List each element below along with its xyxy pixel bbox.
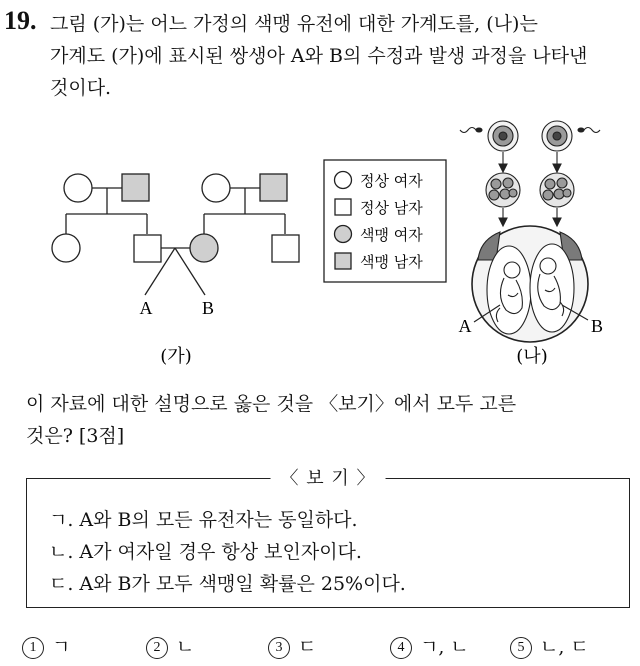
pedigree-grandfather-right	[260, 174, 287, 201]
pedigree-caption: (가)	[160, 346, 192, 367]
choice-3[interactable]	[268, 632, 316, 659]
pedigree-chart	[52, 174, 299, 295]
choice-2-number: 2	[146, 637, 168, 659]
pedigree-son-right	[272, 235, 299, 262]
choice-1-text: ㄱ	[52, 636, 71, 658]
bogi-item-2: ㄴ. A가 여자일 경우 항상 보인자이다.	[49, 541, 362, 563]
figure	[0, 110, 640, 372]
fertilization-right	[542, 121, 600, 151]
legend-colorblind-female-icon	[335, 226, 352, 243]
pedigree-grandfather-left	[122, 174, 149, 201]
question-line-2: 가계도 (가)에 표시된 쌍생아 A와 B의 수정과 발생 과정을 나타낸	[50, 45, 588, 67]
morula-right	[540, 173, 574, 207]
legend-label-2: 정상 남자	[360, 199, 423, 217]
legend	[324, 160, 446, 282]
legend-normal-male-icon	[335, 199, 351, 215]
legend-label-1: 정상 여자	[360, 172, 423, 190]
amnion-b	[530, 244, 574, 332]
choice-4[interactable]	[390, 632, 469, 659]
legend-label-4: 색맹 남자	[360, 253, 423, 271]
choice-3-text: ㄷ	[298, 636, 317, 658]
development-label-b: B	[590, 316, 604, 336]
uterus-twins	[472, 226, 588, 342]
question-number: 19.	[4, 6, 37, 35]
fertilization-left	[460, 121, 518, 151]
legend-colorblind-male-icon	[335, 253, 351, 269]
pedigree-label-a: A	[139, 298, 153, 318]
pedigree-mother	[190, 234, 218, 262]
bogi-item-3: ㄷ. A와 B가 모두 색맹일 확률은 25%이다.	[49, 573, 406, 595]
bogi-box	[26, 468, 630, 608]
development-diagram	[460, 121, 600, 342]
morula-left	[486, 173, 520, 207]
question-text	[50, 8, 632, 104]
bogi-title: 〈 보 기 〉	[271, 464, 386, 490]
amnion-a	[487, 246, 531, 334]
choice-1[interactable]	[22, 632, 70, 659]
bogi-item-1: ㄱ. A와 B의 모든 유전자는 동일하다.	[49, 509, 358, 531]
choice-2-text: ㄴ	[176, 636, 195, 658]
choice-5[interactable]	[510, 632, 589, 659]
prompt-line-2: 것은? [3점]	[26, 425, 125, 447]
question-line-1: 그림 (가)는 어느 가정의 색맹 유전에 대한 가계도를, (나)는	[50, 13, 538, 35]
development-label-a: A	[458, 316, 472, 336]
prompt-line-1: 이 자료에 대한 설명으로 옳은 것을 〈보기〉에서 모두 고른	[26, 393, 517, 415]
legend-label-3: 색맹 여자	[360, 226, 423, 244]
question-line-3: 것이다.	[50, 77, 112, 99]
prompt-text	[26, 388, 632, 452]
choice-4-text: ㄱ, ㄴ	[420, 636, 469, 658]
development-caption: (나)	[516, 346, 548, 367]
choice-4-number: 4	[390, 637, 412, 659]
legend-normal-female-icon	[335, 172, 352, 189]
pedigree-daughter-left	[52, 234, 80, 262]
choice-2[interactable]	[146, 632, 194, 659]
choice-5-number: 5	[510, 637, 532, 659]
choice-3-number: 3	[268, 637, 290, 659]
pedigree-father	[134, 235, 161, 262]
pedigree-label-b: B	[201, 298, 215, 318]
choice-1-number: 1	[22, 637, 44, 659]
pedigree-grandmother-left	[64, 174, 92, 202]
choice-5-text: ㄴ, ㄷ	[540, 636, 589, 658]
pedigree-grandmother-right	[202, 174, 230, 202]
